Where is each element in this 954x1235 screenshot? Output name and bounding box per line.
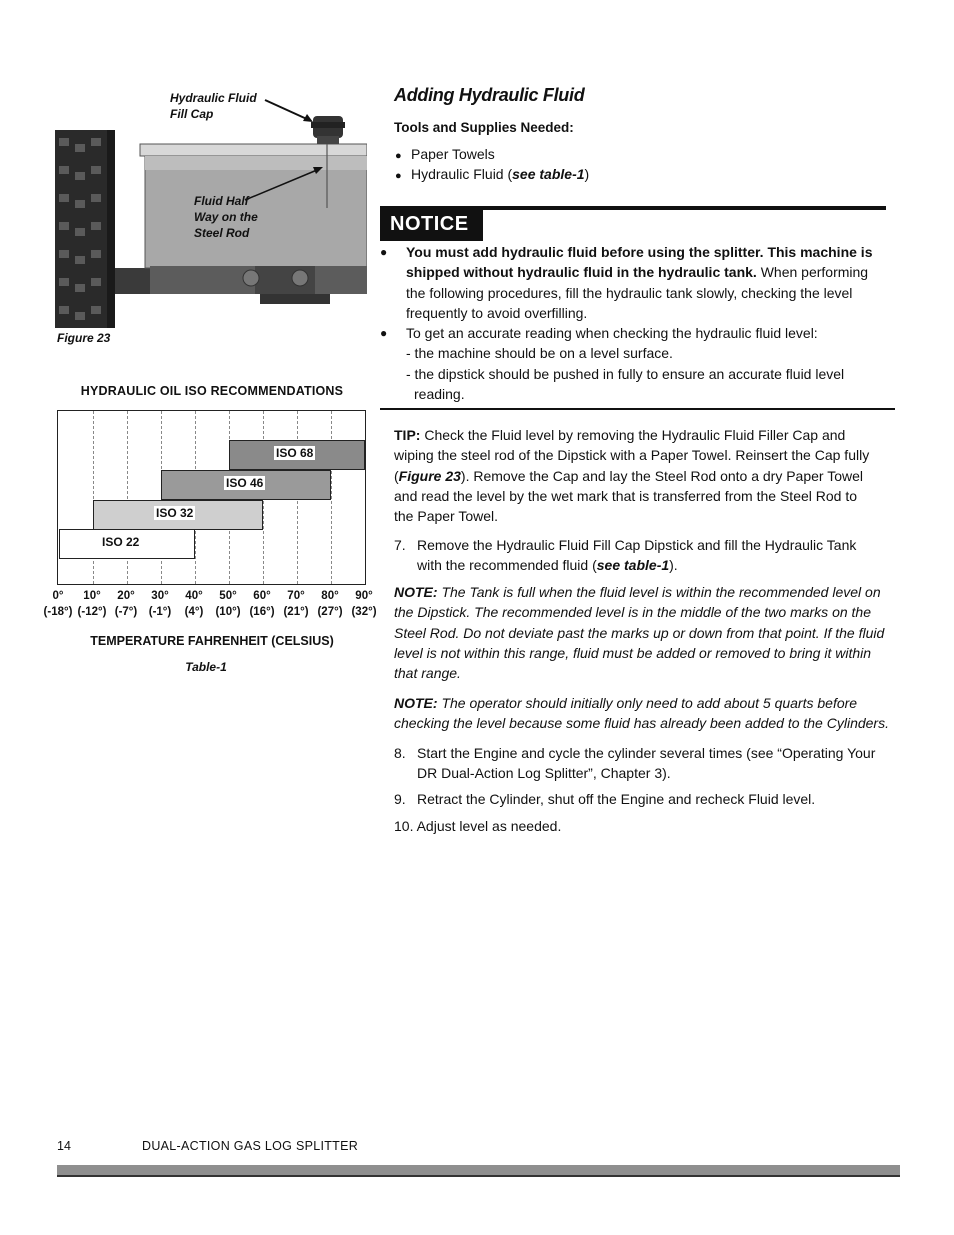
tool-item-paper-towels: ● Paper Towels	[395, 144, 495, 166]
callout-fill-cap-line1: Hydraulic Fluid	[170, 91, 257, 105]
chart-tick-label-f: 0°	[52, 590, 64, 602]
note-2: NOTE: The operator should initially only need to add about 5 quarts before checking the level because some fluid has already been added to the Cylinders.	[394, 695, 889, 732]
callout-fluid-half-line3: Steel Rod	[194, 226, 250, 240]
chart-x-axis-label: TEMPERATURE FAHRENHEIT (CELSIUS)	[90, 634, 334, 648]
callout-fluid-half	[194, 193, 258, 241]
step-10: 10. Adjust level as needed.	[394, 818, 562, 834]
callout-fluid-half-line1: Fluid Half	[194, 194, 249, 208]
notice-bullet-1: You must add hydraulic fluid before using the splitter. This machine is shipped without hydraulic fluid in the hydraulic tank. When performing the following procedures, fill the hydraulic tank slowly, checking the level frequently to avoid overfilling.	[406, 244, 873, 321]
notice-label: NOTICE	[380, 207, 483, 241]
chart-bar-label: ISO 46	[226, 476, 264, 490]
chart-bar-iso-22	[59, 529, 195, 559]
bullet-icon: ●	[395, 150, 402, 162]
chart-bar-iso-46	[161, 470, 331, 500]
chart-tick-label-c: (10°)	[215, 606, 241, 618]
chart-tick-label-c: (-7°)	[114, 606, 138, 618]
bullet-icon: ●	[380, 245, 388, 259]
section-heading: Adding Hydraulic Fluid	[394, 85, 585, 105]
notice-bullet-2: To get an accurate reading when checking the hydraulic fluid level: - the machine should be on a level surface. - the dipstick should be pushed in fully to ensure an accurate fluid level reading.	[406, 325, 845, 402]
footer-title: DUAL-ACTION GAS LOG SPLITTER	[142, 1139, 359, 1153]
chart-tick-label-c: (4°)	[184, 606, 204, 618]
chart-tick-label-c: (-18°)	[43, 606, 73, 618]
chart-tick-label-c: (-1°)	[148, 606, 172, 618]
chart-tick-label-f: 80°	[321, 590, 339, 602]
chart-tick-label-f: 20°	[117, 590, 135, 602]
callout-fill-cap	[170, 90, 257, 122]
chart-tick-label-f: 30°	[151, 590, 169, 602]
callout-fluid-half-line2: Way on the	[194, 210, 258, 224]
chart-tick-label-c: (16°)	[249, 606, 275, 618]
chart-tick-label-c: (-12°)	[77, 606, 107, 618]
chart-tick-label-f: 40°	[185, 590, 203, 602]
chart-bar-label: ISO 68	[276, 446, 314, 460]
tools-heading: Tools and Supplies Needed:	[394, 120, 574, 135]
chart-tick-label-f: 90°	[355, 590, 373, 602]
footer-bar	[57, 1165, 900, 1177]
chart-bar-label: ISO 22	[102, 535, 140, 549]
chart-bar-iso-32	[93, 500, 263, 530]
chart-tick-label-c: (32°)	[351, 606, 377, 618]
chart-tick-label-c: (27°)	[317, 606, 343, 618]
tool-item-hydraulic-fluid: ● Hydraulic Fluid (see table-1)	[395, 164, 589, 186]
page-number: 14	[57, 1139, 71, 1153]
chart-gridline	[331, 411, 332, 584]
chart-tick-label-f: 10°	[83, 590, 101, 602]
table-caption: Table-1	[185, 660, 227, 674]
chart-bar-label: ISO 32	[156, 506, 194, 520]
step-7-text: Remove the Hydraulic Fluid Fill Cap Dipstick and fill the Hydraulic Tank with the recommended fluid (see table-1).	[417, 537, 857, 574]
bullet-icon: ●	[395, 170, 402, 182]
figure-caption: Figure 23	[57, 331, 111, 345]
tip-paragraph: TIP: Check the Fluid level by removing the Hydraulic Fluid Filler Cap and wiping the steel rod of the Dipstick with a Paper Towel. Reinsert the Cap fully (Figure 23). Remove the Cap and lay the Steel Rod onto a dry Paper Towel and read the level by the wet mark that is transferred from the Steel Rod to the Paper Towel.	[394, 427, 870, 525]
step-8-number: 8.	[394, 745, 406, 761]
step-7-number: 7.	[394, 537, 406, 553]
chart-title: HYDRAULIC OIL ISO RECOMMENDATIONS	[80, 384, 344, 398]
iso-chart	[57, 410, 366, 585]
chart-tick-label-f: 60°	[253, 590, 271, 602]
callout-fill-cap-line2: Fill Cap	[170, 107, 214, 121]
chart-tick-label-f: 50°	[219, 590, 237, 602]
notice-bottom-rule	[380, 408, 895, 410]
chart-tick-label-f: 70°	[287, 590, 305, 602]
chart-bar-iso-68	[229, 440, 365, 470]
note-1: NOTE: The Tank is full when the fluid level is within the recommended level on the Dipstick. The recommended level is in the middle of the two marks on the Steel Rod. Do not deviate past the marks up or down from that point. If the fluid level is not within this range, fluid must be added or removed to bring it within that range.	[394, 584, 885, 682]
chart-tick-label-c: (21°)	[283, 606, 309, 618]
step-9-number: 9.	[394, 791, 406, 807]
bullet-icon: ●	[380, 326, 388, 340]
step-8-text: Start the Engine and cycle the cylinder several times (see “Operating Your DR Dual-Action Log Splitter”, Chapter 3).	[417, 745, 876, 782]
step-9-text: Retract the Cylinder, shut off the Engine and recheck Fluid level.	[417, 791, 816, 807]
